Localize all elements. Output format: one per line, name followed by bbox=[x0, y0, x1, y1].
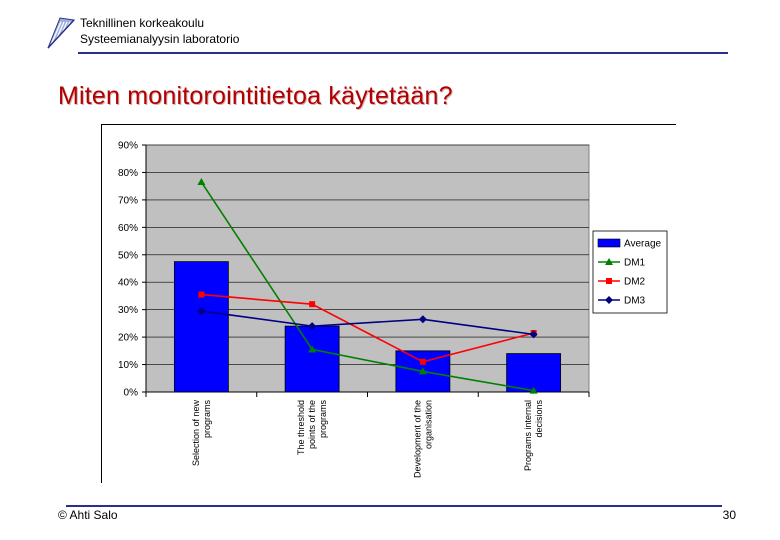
organisation-name bbox=[80, 15, 239, 47]
legend-label-dm1: DM1 bbox=[624, 257, 646, 269]
x-tick-label-line: organisation bbox=[423, 400, 434, 450]
org-line-2: Systeemianalyysin laboratorio bbox=[80, 32, 240, 46]
x-tick-label-line: decisions bbox=[534, 400, 545, 438]
y-tick-label: 20% bbox=[117, 332, 138, 344]
org-line-1: Teknillinen korkeakoulu bbox=[80, 16, 205, 30]
y-tick-label: 90% bbox=[117, 140, 138, 152]
legend-label-average: Average bbox=[624, 238, 662, 250]
point-dm2 bbox=[309, 301, 315, 307]
footer-divider bbox=[66, 505, 722, 507]
legend-marker-dm2 bbox=[606, 278, 612, 284]
y-tick-label: 60% bbox=[117, 222, 138, 234]
x-tick-label-line: Selection of new bbox=[190, 400, 201, 467]
x-tick-label-line: The threshold bbox=[296, 400, 307, 456]
y-tick-label: 80% bbox=[117, 167, 138, 179]
chart-frame bbox=[101, 124, 676, 483]
bar-average bbox=[174, 262, 228, 392]
chart bbox=[102, 125, 676, 483]
x-tick-label bbox=[412, 400, 433, 478]
university-logo-icon bbox=[44, 14, 78, 54]
y-tick-label: 0% bbox=[123, 387, 138, 399]
legend-label-dm2: DM2 bbox=[624, 276, 646, 288]
y-tick-label: 40% bbox=[117, 277, 138, 289]
slide-title: Miten monitorointitietoa käytetään? bbox=[58, 82, 453, 110]
y-tick-label: 50% bbox=[117, 250, 138, 262]
x-tick-label bbox=[296, 400, 328, 456]
x-tick-label-line: programs bbox=[201, 400, 212, 439]
x-tick-label bbox=[191, 400, 212, 467]
legend-label-dm3: DM3 bbox=[624, 295, 646, 307]
point-dm2 bbox=[420, 359, 426, 365]
x-tick-label bbox=[523, 400, 544, 472]
x-tick-label-line: programs bbox=[318, 400, 329, 439]
y-tick-label: 70% bbox=[117, 195, 138, 207]
point-dm2 bbox=[198, 292, 204, 298]
bar-average bbox=[507, 354, 561, 392]
legend-swatch-average bbox=[598, 239, 620, 247]
header-divider bbox=[78, 52, 728, 54]
y-tick-label: 30% bbox=[117, 305, 138, 317]
x-tick-label-line: Development of the bbox=[412, 400, 423, 479]
x-tick-label-line: Programs internal bbox=[523, 400, 534, 472]
x-tick-label-line: points of the bbox=[307, 400, 318, 450]
bar-average bbox=[285, 326, 339, 392]
copyright: © Ahti Salo bbox=[58, 508, 118, 522]
page-number: 30 bbox=[722, 508, 736, 522]
y-tick-label: 10% bbox=[117, 360, 138, 372]
